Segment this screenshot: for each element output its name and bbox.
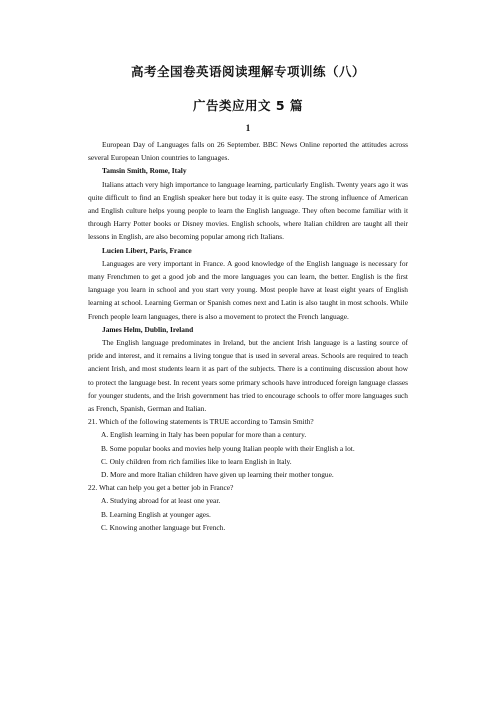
question-option: A. Studying abroad for at least one year. bbox=[101, 496, 221, 506]
question-option: A. English learning in Italy has been popular for more than a century. bbox=[101, 430, 307, 440]
question-option: B. Learning English at younger ages. bbox=[101, 509, 211, 519]
section-text: Italians attach very high importance to language learning, particularly English. Twenty years ago it was quite difficult to find an English speaker here but today it is quite easy. The strong influence of American and English culture helps young people to learn the English language. They often become familiar with it through Harry Potter books or Disney movies. English schools, where Italian children are taught all their lessons in English, are also becoming popular among rich Italians. bbox=[88, 179, 408, 242]
question-option: B. Some popular books and movies help young Italian people with their English a lot. bbox=[101, 443, 355, 453]
passage-content bbox=[88, 138, 408, 534]
document-subtitle: 广告类应用文 5 篇 bbox=[193, 98, 303, 113]
passage-intro: European Day of Languages falls on 26 September. BBC News Online reported the attitudes across several European Union countries to languages. bbox=[88, 140, 408, 163]
question-option: D. More and more Italian children have given up learning their mother tongue. bbox=[101, 470, 334, 480]
passage-number: 1 bbox=[245, 124, 251, 134]
document-title: 高考全国卷英语阅读理解专项训练（八） bbox=[130, 64, 365, 79]
section-author: Lucien Libert, Paris, France bbox=[102, 245, 192, 255]
question-option: C. Only children from rich families like to learn English in Italy. bbox=[101, 456, 292, 466]
question-option: C. Knowing another language but French. bbox=[101, 522, 226, 532]
section-author: Tamsin Smith, Rome, Italy bbox=[102, 166, 187, 176]
question-stem: 21. Which of the following statements is TRUE according to Tamsin Smith? bbox=[88, 417, 314, 427]
question-stem: 22. What can help you get a better job in France? bbox=[88, 483, 234, 493]
section-text: The English language predominates in Ireland, but the ancient Irish language is a lasting source of pride and interest, and it remains a living tongue that is used in several areas. Schools are required to teach ancient Irish, and most students learn it as part of the subjects. There is a continuing discussion about how to protect the language best. In recent years some primary schools have introduced foreign language classes for younger students, and the Irish government has tried to encourage schools to offer more languages such as French, Spanish, German and Italian. bbox=[88, 338, 408, 414]
section-author: James Helm, Dublin, Ireland bbox=[102, 324, 194, 334]
section-text: Languages are very important in France. A good knowledge of the English language is necessary for many Frenchmen to get a good job and the more languages you can learn, the better. English is the first language you learn in school and you start very young. Most people have at least eight years of English learning at school. Learning German or Spanish comes next and Latin is also taught in most schools. While French people learn languages, there is also a movement to protect the French language. bbox=[88, 258, 408, 321]
